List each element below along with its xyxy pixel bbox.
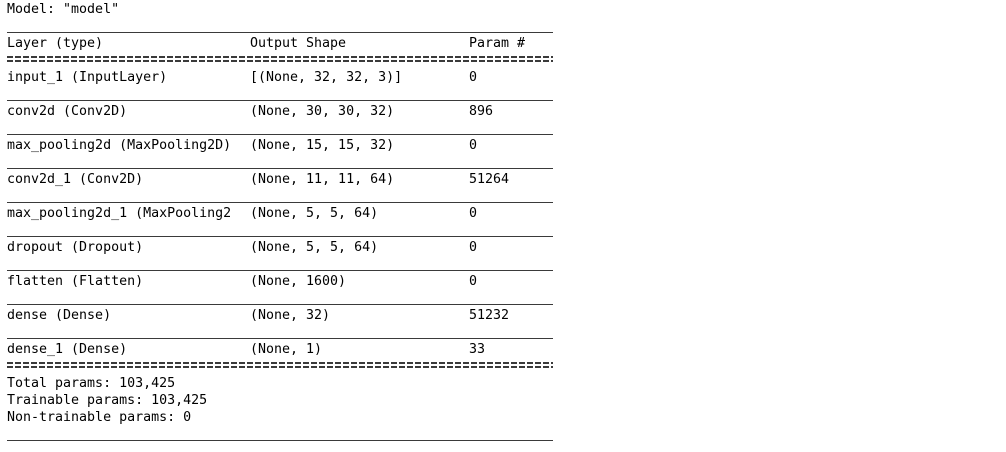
row-rule [7, 168, 553, 169]
header-output-shape: Output Shape [250, 36, 347, 51]
param-count: 0 [469, 274, 478, 289]
table-row [7, 69, 478, 86]
trainable-params: Trainable params: 103,425 [7, 393, 208, 408]
param-count: 0 [469, 70, 478, 85]
layer-name: flatten (Flatten) [7, 274, 144, 289]
output-shape: (None, 5, 5, 64) [250, 206, 379, 221]
row-rule [7, 100, 553, 101]
param-count: 896 [469, 104, 494, 119]
layer-name: input_1 (InputLayer) [7, 70, 168, 85]
output-shape: [(None, 32, 32, 3)] [250, 70, 403, 85]
param-count: 0 [469, 206, 478, 221]
header-double-rule [7, 56, 553, 64]
model-name-line: Model: "model" [7, 2, 120, 17]
layer-name: dropout (Dropout) [7, 240, 144, 255]
table-row [7, 273, 478, 290]
layer-name: max_pooling2d_1 (MaxPooling2 [7, 206, 232, 221]
header-param: Param # [469, 36, 526, 51]
row-rule [7, 134, 553, 135]
output-shape: (None, 11, 11, 64) [250, 172, 395, 187]
layer-name: dense_1 (Dense) [7, 342, 128, 357]
output-shape: (None, 1) [250, 342, 323, 357]
footer-double-rule [7, 362, 553, 370]
layer-name: max_pooling2d (MaxPooling2D) [7, 138, 232, 153]
param-count: 0 [469, 138, 478, 153]
output-shape: (None, 5, 5, 64) [250, 240, 379, 255]
top-rule [7, 32, 553, 33]
param-count: 33 [469, 342, 486, 357]
layer-name: conv2d_1 (Conv2D) [7, 172, 144, 187]
table-row [7, 307, 510, 324]
total-params: Total params: 103,425 [7, 376, 176, 391]
table-row [7, 137, 478, 154]
layer-name: conv2d (Conv2D) [7, 104, 128, 119]
table-row [7, 239, 478, 256]
header-row [7, 35, 526, 52]
output-shape: (None, 1600) [250, 274, 347, 289]
param-count: 51264 [469, 172, 510, 187]
param-count: 51232 [469, 308, 510, 323]
row-rule [7, 202, 553, 203]
row-rule [7, 338, 553, 339]
param-count: 0 [469, 240, 478, 255]
table-row [7, 171, 510, 188]
header-layer: Layer (type) [7, 36, 104, 51]
output-shape: (None, 15, 15, 32) [250, 138, 395, 153]
row-rule [7, 270, 553, 271]
table-row [7, 103, 494, 120]
layer-name: dense (Dense) [7, 308, 112, 323]
non-trainable-params: Non-trainable params: 0 [7, 410, 192, 425]
row-rule [7, 236, 553, 237]
row-rule [7, 304, 553, 305]
bottom-rule [7, 440, 553, 441]
table-row [7, 341, 486, 358]
output-shape: (None, 30, 30, 32) [250, 104, 395, 119]
table-row [7, 205, 478, 222]
output-shape: (None, 32) [250, 308, 331, 323]
